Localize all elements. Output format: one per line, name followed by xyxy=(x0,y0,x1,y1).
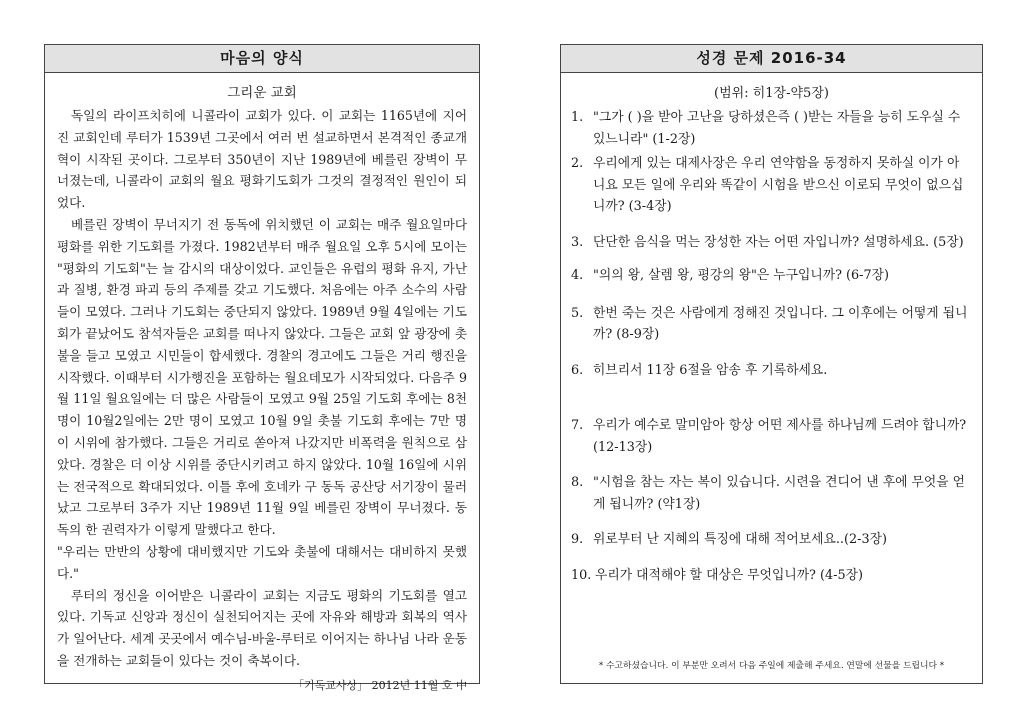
essay-panel xyxy=(44,44,480,692)
quiz-scope: (범위: 히1장-약5장) xyxy=(714,86,829,101)
question-text: 우리에게 있는 대제사장은 우리 연약함을 동정하지 못하실 이가 아니요 모든 일에 우리와 똑같이 시험을 받으신 이로되 무엇이 없으십니까? (3-4장) xyxy=(593,156,964,214)
question-number: 6. xyxy=(571,362,584,378)
question-number: 3. xyxy=(571,234,584,250)
question-text: 단단한 음식을 먹는 장성한 자는 어떤 자입니까? 설명하세요. (5장) xyxy=(593,234,964,250)
essay-source: 「기독교사상」 2012년 11월 호 中 xyxy=(293,678,467,692)
question-item xyxy=(571,360,970,382)
question-text: 위로부터 난 지혜의 특징에 대해 적어보세요..(2-3장) xyxy=(593,532,887,547)
question-text: "의의 왕, 살렘 왕, 평강의 왕"은 누구입니까? (6-7장) xyxy=(593,268,889,283)
question-number: 5. xyxy=(571,305,584,321)
question-item xyxy=(571,472,970,515)
question-text: 우리가 대적해야 할 대상은 무엇입니까? (4-5장) xyxy=(595,567,863,583)
question-number: 7. xyxy=(571,418,584,433)
question-item xyxy=(571,529,970,551)
essay-paragraph: 베를린 장벽이 무너지기 전 동독에 위치했던 이 교회는 매주 월요일마다 평화를 위한 기도회를 가졌다. 1982년부터 매주 월요일 오후 5시에 모이는 "평화의 기도회"는 늘 감시의 대상이었다. 교인들은 유럽의 평화 유지, 가난과 질병, 환경 파괴 등의 주제를 갖고 기도했다. 처음에는 아주 소수의 사람들이 모였다. 그러나 기도회는 중단되지 않았다. 1989년 9월 4일에는 기도회가 끝났어도 참석자들은 교회를 떠나지 않았다. 그들은 교회 앞 광장에 촛불을 들고 모였고 시민들이 합세했다. 경찰의 경고에도 그들은 거리 행진을 시작했다. 이때부터 시가행진을 포함하는 월요데모가 시작되었다. 다음주 9월 11일 월요일에는 더 많은 사람들이 모였고 9월 25일 기도회 후에는 8천명이 10월2일에는 2만 명이 모였고 10월 9일 촛불 기도회 후에는 7만 명이 시위에 참가했다. 그들은 거리로 쏟아져 나갔지만 비폭력을 원칙으로 삼았다. 경찰은 더 이상 시위를 중단시키려고 하지 않았다. 10월 16일에 시위는 전국적으로 확대되었다. 이틀 후에 호네카 구 동독 공산당 서기장이 물러났고 그로부터 3주가 지난 1989년 11월 9일 베를린 장벽이 무너졌다. 동독의 한 권력자가 이렇게 말했다고 한다. xyxy=(57,216,467,538)
question-number: 1. xyxy=(571,110,584,125)
question-number: 4. xyxy=(571,268,584,283)
essay-body xyxy=(45,105,479,697)
question-item xyxy=(571,107,970,150)
submission-note: * 수고하셨습니다. 이 부분만 오려서 다음 주일에 제출해 주세요. 연말에 선물을 드립니다 * xyxy=(598,661,945,671)
question-text: 히브리서 11장 6절을 암송 후 기록하세요. xyxy=(593,362,828,378)
question-item xyxy=(571,232,970,254)
essay-quote: "우리는 만반의 상황에 대비했지만 기도와 촛불에 대해서는 대비하지 못했다." xyxy=(57,543,467,581)
quiz-panel-header: 성경 문제 2016-34 xyxy=(561,45,982,73)
question-number: 9. xyxy=(571,532,584,547)
question-list xyxy=(561,107,982,586)
question-item xyxy=(571,153,970,218)
question-item xyxy=(571,565,970,587)
question-item xyxy=(571,265,970,287)
question-item xyxy=(571,303,970,346)
question-text: 우리가 예수로 말미암아 항상 어떤 제사를 하나님께 드려야 합니까? (12-13장) xyxy=(593,418,967,455)
question-item xyxy=(571,415,970,458)
essay-title: 그리운 교회 xyxy=(227,85,297,101)
question-number: 10. xyxy=(571,567,592,583)
essay-panel-header: 마음의 양식 xyxy=(45,45,479,73)
quiz-panel xyxy=(560,44,983,684)
essay-paragraph: 루터의 정신을 이어받은 니콜라이 교회는 지금도 평화의 기도회를 열고 있다. 기독교 신앙과 정신이 실천되어지는 곳에 자유와 해방과 회복의 역사가 일어난다. 세계 곳곳에서 예수님-바울-루터로 이어지는 하나님 나라 운동을 전개하는 교회들이 있다는 것이 축복이다. xyxy=(57,587,467,668)
question-number: 8. xyxy=(571,475,584,490)
question-number: 2. xyxy=(571,156,584,171)
question-text: 한번 죽는 것은 사람에게 정해진 것입니다. 그 이후에는 어떻게 됩니까? (8-9장) xyxy=(593,305,968,342)
essay-paragraph: 독일의 라이프치히에 니콜라이 교회가 있다. 이 교회는 1165년에 지어진 교회인데 루터가 1539년 그곳에서 여러 번 설교하면서 본격적인 종교개혁이 시작된 곳이다. 그로부터 350년이 지난 1989년에 베를린 장벽이 무너졌는데, 니콜라이 교회의 월요 평화기도회가 그것의 결정적인 원인이 되었다. xyxy=(57,108,467,211)
question-text: "그가 ( )을 받아 고난을 당하셨은즉 ( )받는 자들을 능히 도우실 수 있느니라" (1-2장) xyxy=(593,110,961,147)
question-text: "시험을 참는 자는 복이 있습니다. 시련을 견디어 낸 후에 무엇을 얻게 됩니까? (약1장) xyxy=(593,475,966,512)
